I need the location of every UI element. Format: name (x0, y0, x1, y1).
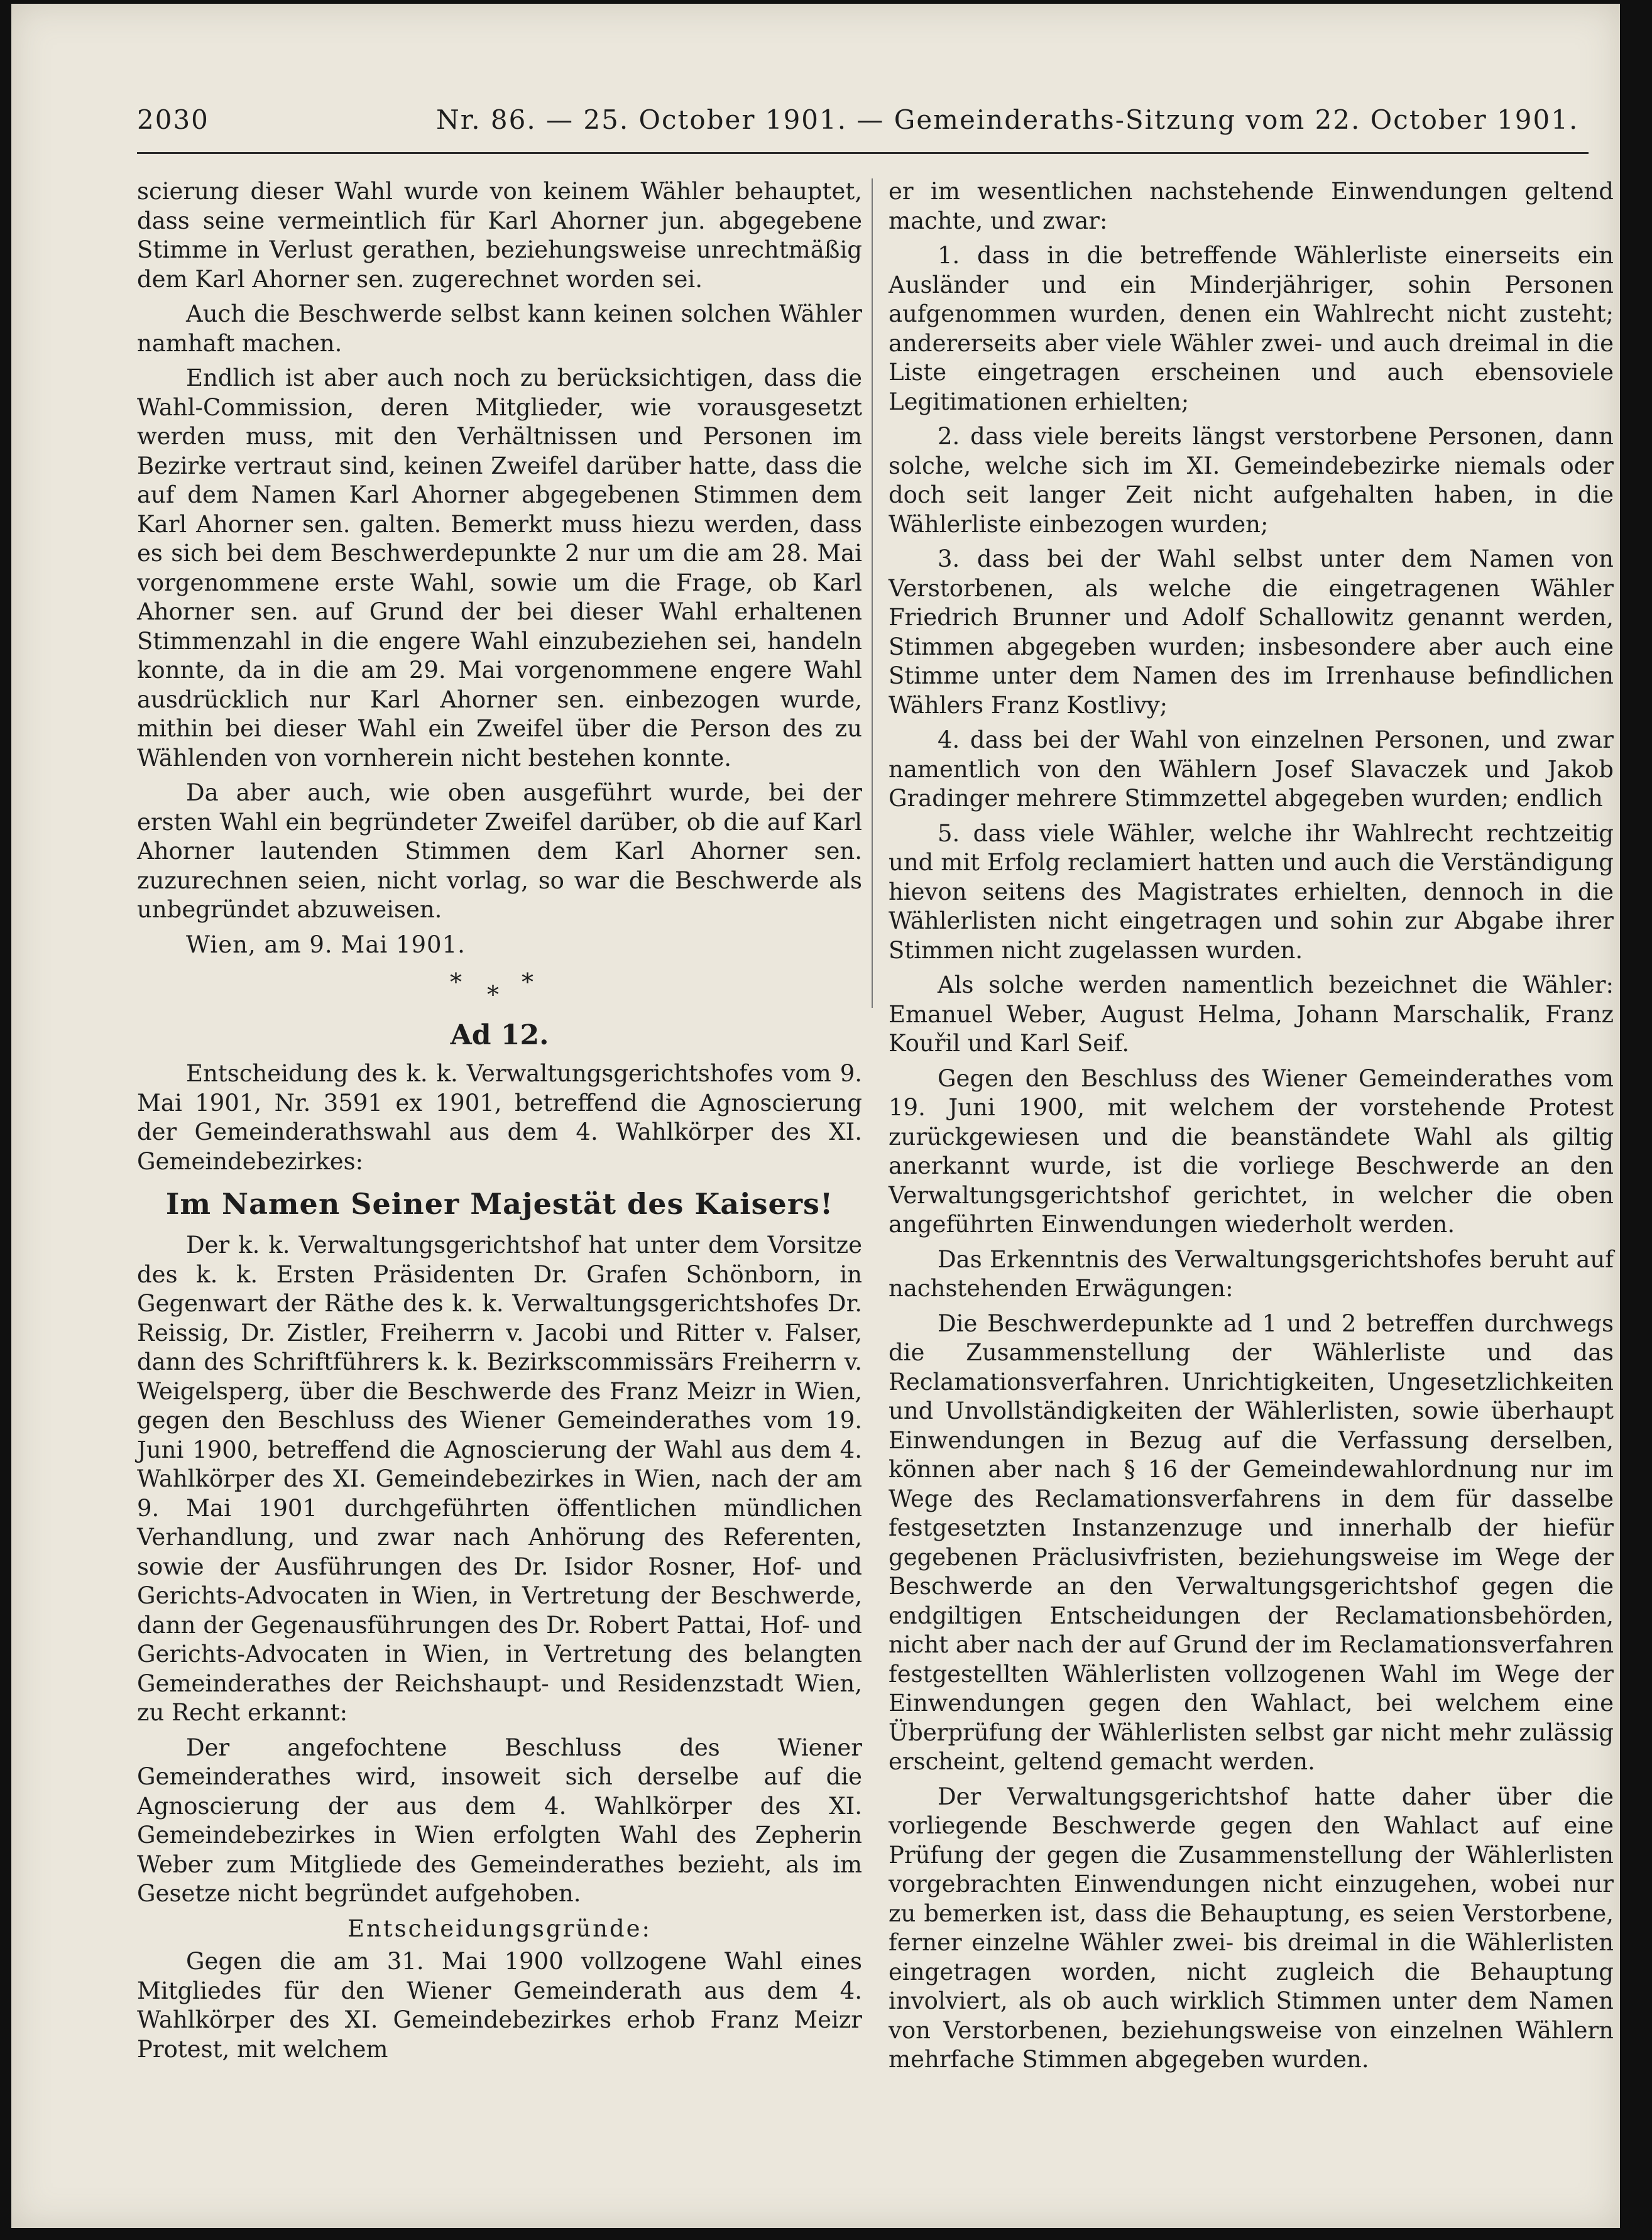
paragraph: Das Erkenntnis des Verwaltungsgerichtshofes beruht auf nachstehenden Erwägungen: (889, 1245, 1614, 1302)
paragraph: Der Verwaltungsgerichtshof hatte daher über die vorliegende Beschwerde gegen den Wahlact auf eine Prüfung der gegen die Zusammenstellung der Wählerlisten vorgebrachten Einwendungen nicht einzugehen, wobei nur zu bemerken ist, dass die Behauptung, es seien Verstorbene, ferner einzelne Wähler zwei- bis dreimal in die Wählerlisten eingetragen worden, nicht zugleich die Behauptung involviert, als ob auch wirklich Stimmen unter dem Namen von Verstorbenen, beziehungsweise von einzelnen Wählern mehrfache Stimmen abgegeben wurden. (889, 1783, 1614, 2073)
header-rule (137, 152, 1589, 154)
page-header (137, 98, 1589, 142)
paragraph: Der angefochtene Beschluss des Wiener Gemeinderathes wird, insoweit sich derselbe auf die Agnoscierung der aus dem 4. Wahlkörper des XI. Gemeindebezirkes in Wien erfolgten Wahl des Zepherin Weber zum Mitgliede des Gemeinderathes bezieht, als im Gesetze nicht begründet aufgehoben. (137, 1734, 862, 1907)
list-item: 3. dass bei der Wahl selbst unter dem Namen von Verstorbenen, als welche die eingetragenen Wähler Friedrich Brunner und Adolf Schallowitz genannt werden, Stimmen abgegeben wurden; insbesondere aber auch eine Stimme unter dem Namen des im Irrenhause befindlichen Wählers Franz Kostlivy; (889, 545, 1614, 719)
newspaper-page (11, 4, 1620, 2228)
right-column (889, 177, 1614, 2080)
paragraph: Auch die Beschwerde selbst kann keinen solchen Wähler namhaft machen. (137, 300, 862, 357)
paragraph: Als solche werden namentlich bezeichnet die Wähler: Emanuel Weber, August Helma, Johann Marschalik, Franz Kouřil und Karl Seif. (889, 971, 1614, 1057)
place-date: Wien, am 9. Mai 1901. (186, 931, 466, 958)
subheading: Entscheidungsgründe: (347, 1915, 652, 1942)
list-item: 4. dass bei der Wahl von einzelnen Personen, und zwar namentlich von den Wählern Josef Slavaczek und Jakob Gradinger mehrere Stimmzettel abgegeben wurden; endlich (889, 726, 1614, 812)
left-column (137, 177, 862, 2070)
list-item: 2. dass viele bereits längst verstorbene Personen, dann solche, welche sich im XI. Gemeindebezirke niemals oder doch seit langer Zeit nicht aufgehalten haben, in die Wählerliste einbezogen wurden; (889, 423, 1614, 538)
royal-heading: Im Namen Seiner Majestät des Kaisers! (165, 1187, 834, 1221)
list-item: 5. dass viele Wähler, welche ihr Wahlrecht rechtzeitig und mit Erfolg reclamiert hatten und auch die Verständigung hievon seitens des Magistrates erhielten, dennoch in die Wählerlisten nicht eingetragen und sohin zur Abgabe ihrer Stimmen nicht zugelassen wurden. (889, 819, 1614, 964)
column-separator (872, 178, 873, 1008)
paragraph: Entscheidung des k. k. Verwaltungsgerichtshofes vom 9. Mai 1901, Nr. 3591 ex 1901, betreffend die Agnoscierung der Gemeinderathswahl aus dem 4. Wahlkörper des XI. Gemeindebezirkes: (137, 1060, 862, 1175)
paragraph: scierung dieser Wahl wurde von keinem Wähler behauptet, dass seine vermeintlich für Karl Ahorner jun. abgegebene Stimme in Verlust gerathen, beziehungsweise unrechtmäßig dem Karl Ahorner sen. zugerechnet worden sei. (137, 178, 862, 293)
paragraph: Gegen die am 31. Mai 1900 vollzogene Wahl eines Mitgliedes für den Wiener Gemeinderath aus dem 4. Wahlkörper des XI. Gemeindebezirkes erhob Franz Meizr Protest, mit welchem (137, 1948, 862, 2063)
paragraph: Die Beschwerdepunkte ad 1 und 2 betreffen durchwegs die Zusammenstellung der Wählerliste und das Reclamationsverfahren. Unrichtigkeiten, Ungesetzlichkeiten und Unvollständigkeiten der Wählerlisten, sowie überhaupt Einwendungen in Bezug auf die Verfassung derselben, können aber nach § 16 der Gemeindewahlordnung nur im Wege des Reclamationsverfahrens in dem für dasselbe festgesetzten Instanzenzuge und innerhalb der hiefür gegebenen Präclusivfristen, beziehungsweise im Wege der Beschwerde an den Verwaltungsgerichtshof gegen die endgiltigen Entscheidungen der Reclamationsbehörden, nicht aber nach der auf Grund der im Reclamationsverfahren festgestellten Wählerlisten vollzogenen Wahl im Wege der Einwendungen gegen den Wahlact, bei welchem eine Überprüfung der Wählerlisten selbst gar nicht mehr zulässig erscheint, geltend gemacht werden. (889, 1309, 1614, 1775)
paragraph: Der k. k. Verwaltungsgerichtshof hat unter dem Vorsitze des k. k. Ersten Präsidenten Dr. Grafen Schönborn, in Gegenwart der Räthe des k. k. Verwaltungsgerichtshofes Dr. Reissig, Dr. Zistler, Freiherrn v. Jacobi und Ritter v. Falser, dann des Schriftführers k. k. Bezirkscommissärs Freiherrn v. Weigelsperg, über die Beschwerde des Franz Meizr in Wien, gegen den Beschluss des Wiener Gemeinderathes vom 19. Juni 1900, betreffend die Agnoscierung der Wahl aus dem 4. Wahlkörper des XI. Gemeindebezirkes in Wien, nach der am 9. Mai 1901 durchgeführten öffentlichen mündlichen Verhandlung, und zwar nach Anhörung des Referenten, sowie der Ausführungen des Dr. Isidor Rosner, Hof- und Gerichts-Advocaten in Wien, in Vertretung der Beschwerde, dann der Gegenausführungen des Dr. Robert Pattai, Hof- und Gerichts-Advocaten in Wien, in Vertretung des belangten Gemeinderathes der Reichshaupt- und Residenzstadt Wien, zu Recht erkannt: (137, 1232, 862, 1726)
list-item: 1. dass in die betreffende Wählerliste einerseits ein Ausländer und ein Minderjähriger, sohin Personen aufgenommen wurden, denen ein Wahlrecht nicht zusteht; andererseits aber viele Wähler zwei- und auch dreimal in die Liste eingetragen erscheinen und auch ebensoviele Legitimationen erhielten; (889, 242, 1614, 415)
page-number: 2030 (137, 104, 209, 135)
paragraph: er im wesentlichen nachstehende Einwendungen geltend machte, und zwar: (889, 178, 1614, 234)
paragraph: Endlich ist aber auch noch zu berücksichtigen, dass die Wahl-Commission, deren Mitglieder, wie vorausgesetzt werden muss, mit den Verhältnissen und Personen im Bezirke vertraut sind, keinen Zweifel darüber hatte, dass die auf dem Namen Karl Ahorner abgegebenen Stimmen dem Karl Ahorner sen. galten. Bemerkt muss hiezu werden, dass es sich bei dem Beschwerdepunkte 2 nur um die am 28. Mai vorgenommene erste Wahl, sowie um die Frage, ob Karl Ahorner sen. auf Grund der bei dieser Wahl erhaltenen Stimmenzahl in die engere Wahl einzubeziehen sei, handeln konnte, da in die am 29. Mai vorgenommene engere Wahl ausdrücklich nur Karl Ahorner sen. einbezogen wurde, mithin bei dieser Wahl ein Zweifel über die Person des zu Wählenden von vornherein nicht bestehen konnte. (137, 364, 862, 772)
running-title: Nr. 86. — 25. October 1901. — Gemeinderaths-Sitzung vom 22. October 1901. (436, 104, 1579, 135)
section-heading: Ad 12. (450, 1019, 549, 1051)
paragraph: Da aber auch, wie oben ausgeführt wurde, bei der ersten Wahl ein begründeter Zweifel darüber, ob die auf Karl Ahorner lautenden Stimmen dem Karl Ahorner sen. zuzurechnen seien, nicht vorlag, so war die Beschwerde als unbegründet abzuweisen. (137, 779, 862, 923)
section-stars: * * * (450, 968, 533, 1008)
paragraph: Gegen den Beschluss des Wiener Gemeinderathes vom 19. Juni 1900, mit welchem der vorstehende Protest zurückgewiesen und die beanständete Wahl als giltig anerkannt wurde, ist die vorliege Beschwerde an den Verwaltungsgerichtshof gerichtet, in welcher die oben angeführten Einwendungen wiederholt werden. (889, 1064, 1614, 1238)
